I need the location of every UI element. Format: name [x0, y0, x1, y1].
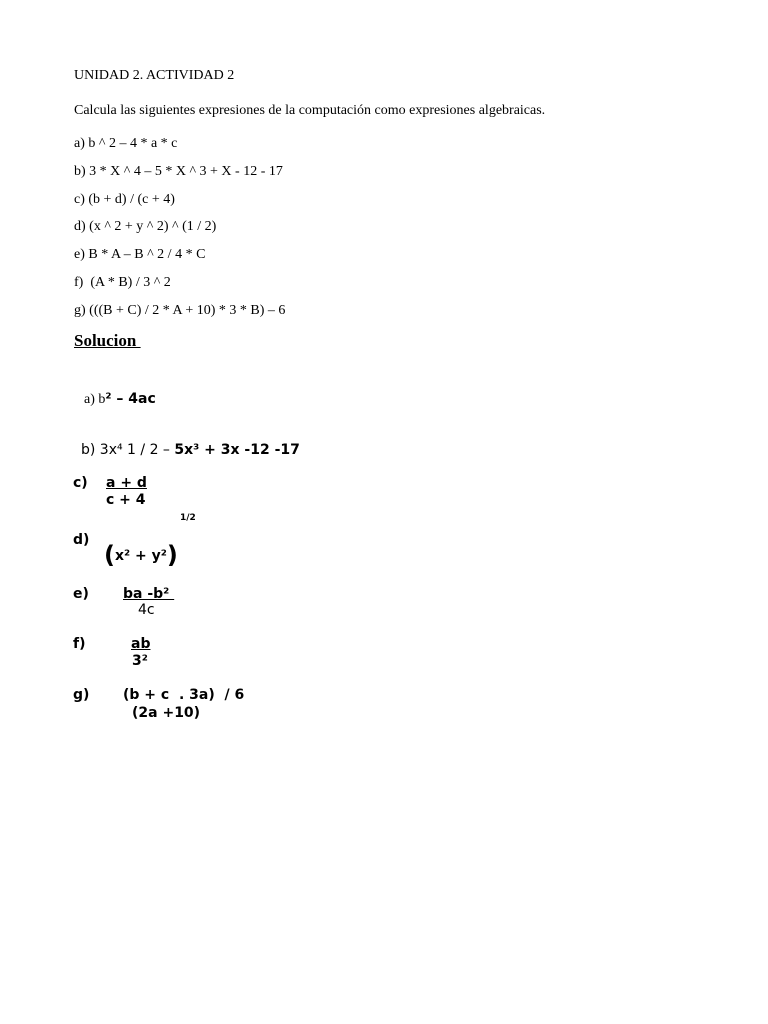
exercise-b: b) 3 * X ^ 4 – 5 * X ^ 3 + X - 12 - 17	[74, 164, 283, 179]
solution-c-numerator: a + d	[106, 475, 147, 491]
solution-e-denominator: 4c	[138, 602, 155, 618]
solution-d-open-paren: (	[104, 541, 115, 569]
solution-c-label: c)	[73, 475, 88, 491]
solution-b-expr: 5x³ + 3x -12 -17	[174, 442, 300, 458]
exercise-a: a) b ^ 2 – 4 * a * c	[74, 136, 178, 151]
instructions-text: Calcula las siguientes expresiones de la computación como expresiones algebraicas.	[74, 103, 546, 118]
solution-d-inner: x² + y²	[114, 548, 167, 564]
solution-e-numerator: ba -b²	[123, 586, 175, 602]
solution-heading: Solucion	[74, 331, 141, 350]
solution-a-label: a) b	[84, 392, 106, 407]
solution-d-expression	[96, 523, 178, 569]
solution-g-line2: (2a +10)	[132, 705, 201, 721]
solution-g-line1: (b + c . 3a) / 6	[123, 687, 245, 703]
exercise-c: c) (b + d) / (c + 4)	[74, 192, 175, 207]
exercise-d: d) (x ^ 2 + y ^ 2) ^ (1 / 2)	[74, 219, 217, 234]
solution-d-label: d)	[73, 532, 90, 548]
solution-a	[76, 372, 156, 408]
solution-e-label: e)	[73, 586, 89, 602]
solution-b-label: b) 3x⁴ 1 / 2 –	[81, 442, 175, 458]
solution-b	[73, 423, 300, 459]
exercise-e: e) B * A – B ^ 2 / 4 * C	[74, 247, 206, 262]
solution-d-exponent: 1/2	[180, 513, 196, 523]
document-title: UNIDAD 2. ACTIVIDAD 2	[74, 68, 235, 83]
solution-f-label: f)	[73, 636, 86, 652]
solution-c-denominator: c + 4	[106, 492, 146, 508]
exercise-f: f) (A * B) / 3 ^ 2	[74, 275, 171, 290]
exercise-g: g) (((B + C) / 2 * A + 10) * 3 * B) – 6	[74, 303, 286, 318]
solution-d-close-paren: )	[166, 541, 178, 569]
solution-f-numerator: ab	[131, 636, 151, 652]
solution-g-label: g)	[73, 687, 90, 703]
solution-a-expr: ² – 4ac	[105, 391, 156, 407]
solution-f-denominator: 3²	[132, 653, 148, 669]
